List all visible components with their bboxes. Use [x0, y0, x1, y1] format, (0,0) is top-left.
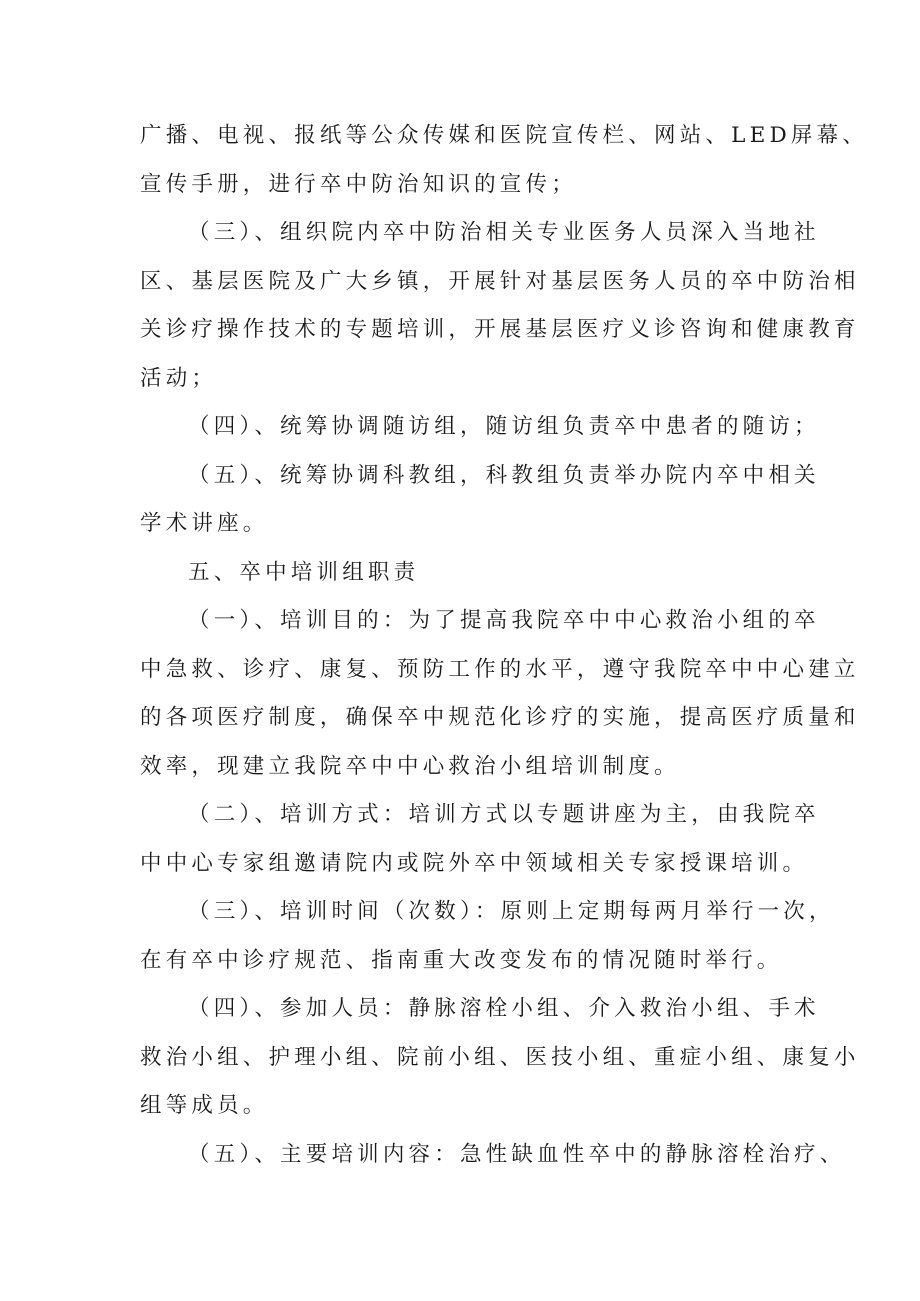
section-heading: 五、卒中培训组职责: [188, 559, 420, 585]
text-line: 区、基层医院及广大乡镇，开展针对基层医务人员的卒中防治相: [140, 268, 860, 294]
text-line: 学术讲座。: [140, 511, 269, 536]
paragraph-start-line: （三）、培训时间（次数）：原则上定期每两月举行一次，: [188, 899, 835, 924]
text-line: 组等成员。: [140, 1093, 269, 1118]
text-line: 广播、电视、报纸等公众传媒和医院宣传栏、网站、LED屏幕、: [140, 123, 869, 148]
paragraph-start-line: （三）、组织院内卒中防治相关专业医务人员深入当地社: [188, 220, 820, 245]
paragraph-start-line: （五）、主要培训内容：急性缺血性卒中的静脉溶栓治疗、: [188, 1141, 846, 1167]
text-line: 关诊疗操作技术的专题培训，开展基层医疗义诊咨询和健康教育: [140, 317, 860, 342]
paragraph-start-line: （五）、统筹协调科教组，科教组负责举办院内卒中相关: [188, 462, 820, 488]
paragraph-start-line: （一）、培训目的：为了提高我院卒中中心救治小组的卒: [188, 608, 820, 633]
text-line: 中中心专家组邀请院内或院外卒中领域相关专家授课培训。: [140, 850, 809, 876]
text-line: 在有卒中诊疗规范、指南重大改变发布的情况随时举行。: [140, 947, 783, 973]
text-line: 活动；: [140, 365, 218, 391]
text-line: 中急救、诊疗、康复、预防工作的水平，遵守我院卒中中心建立: [140, 656, 860, 682]
paragraph-start-line: （二）、培训方式：培训方式以专题讲座为主，由我院卒: [188, 802, 820, 827]
document-body: [140, 112, 869, 1179]
paragraph-start-line: （四）、统筹协调随访组，随访组负责卒中患者的随访；: [188, 414, 820, 439]
text-line: 效率，现建立我院卒中中心救治小组培训制度。: [140, 753, 680, 779]
text-line: 的各项医疗制度，确保卒中规范化诊疗的实施，提高医疗质量和: [140, 705, 860, 730]
text-line: 宣传手册，进行卒中防治知识的宣传；: [140, 171, 577, 197]
text-line: 救治小组、护理小组、院前小组、医技小组、重症小组、康复小: [140, 1044, 860, 1070]
paragraph-start-line: （四）、参加人员：静脉溶栓小组、介入救治小组、手术: [188, 996, 820, 1021]
